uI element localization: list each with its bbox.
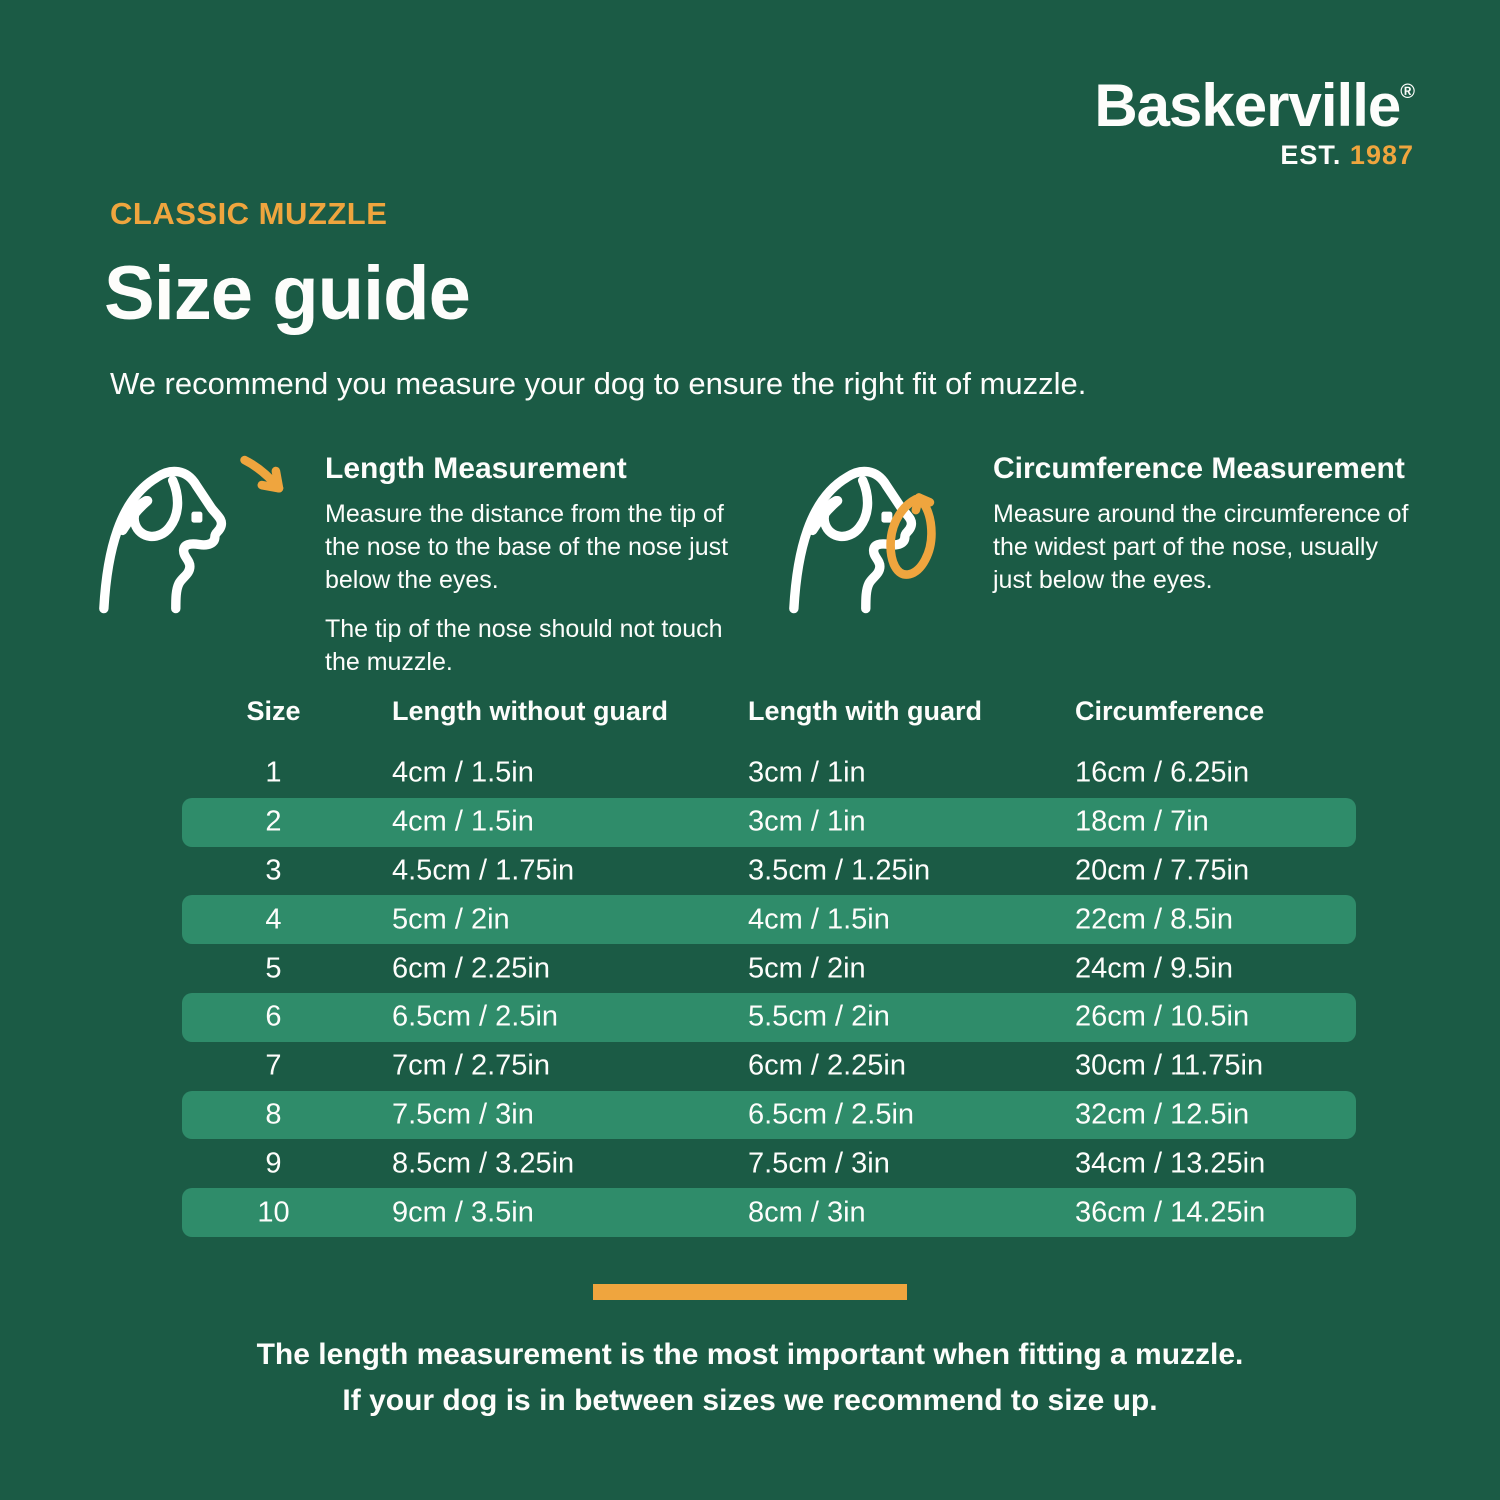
row-length-with-guard: 5.5cm / 2in	[748, 1000, 890, 1033]
table-row	[182, 847, 1356, 896]
page-title: Size guide	[104, 251, 470, 336]
footer-note-line1: The length measurement is the most important when fitting a muzzle.	[256, 1338, 1244, 1371]
row-circumference: 24cm / 9.5in	[1075, 952, 1233, 985]
product-name-eyebrow: CLASSIC MUZZLE	[110, 196, 388, 231]
page-subtitle: We recommend you measure your dog to ensure the right fit of muzzle.	[110, 366, 1087, 401]
row-length-without-guard: 7cm / 2.75in	[392, 1049, 550, 1082]
row-length-with-guard: 3.5cm / 1.25in	[748, 854, 931, 887]
length-measurement-note: The tip of the nose should not touch the muzzle.	[325, 615, 723, 676]
row-size: 8	[265, 1098, 282, 1131]
row-size: 6	[265, 1000, 282, 1033]
dog-head-circumference-loop-icon	[778, 446, 1013, 618]
brand-name-text: Baskerville	[1094, 72, 1401, 139]
row-circumference: 20cm / 7.75in	[1075, 854, 1250, 887]
row-length-without-guard: 6cm / 2.25in	[392, 952, 550, 985]
row-length-without-guard: 6.5cm / 2.5in	[392, 1000, 559, 1033]
length-measurement-section	[325, 452, 749, 695]
row-length-without-guard: 4.5cm / 1.75in	[392, 854, 575, 887]
table-row	[182, 1091, 1356, 1140]
row-length-with-guard: 7.5cm / 3in	[748, 1147, 890, 1180]
row-size: 3	[265, 854, 282, 887]
row-length-without-guard: 7.5cm / 3in	[392, 1098, 534, 1131]
column-header-size: Size	[246, 696, 301, 726]
column-header-circumference: Circumference	[1075, 696, 1265, 726]
row-circumference: 18cm / 7in	[1075, 805, 1209, 838]
accent-divider-bar	[593, 1284, 907, 1300]
row-length-without-guard: 5cm / 2in	[392, 903, 510, 936]
row-size: 7	[265, 1049, 282, 1082]
row-circumference: 16cm / 6.25in	[1075, 756, 1250, 789]
row-length-with-guard: 8cm / 3in	[748, 1196, 866, 1229]
est-label: EST.	[1280, 140, 1342, 170]
circumference-measurement-title: Circumference Measurement	[993, 452, 1405, 485]
row-circumference: 34cm / 13.25in	[1075, 1147, 1266, 1180]
length-measurement-title: Length Measurement	[325, 452, 627, 485]
brand-logo	[1094, 72, 1414, 170]
row-circumference: 22cm / 8.5in	[1075, 903, 1233, 936]
row-length-without-guard: 8.5cm / 3.25in	[392, 1147, 575, 1180]
table-row	[182, 944, 1356, 993]
row-circumference: 26cm / 10.5in	[1075, 1000, 1250, 1033]
row-length-with-guard: 6cm / 2.25in	[748, 1049, 906, 1082]
table-row	[182, 798, 1356, 847]
brand-name	[1094, 72, 1414, 139]
row-length-with-guard: 6.5cm / 2.5in	[748, 1098, 915, 1131]
registered-trademark-symbol: ®	[1400, 81, 1414, 103]
table-row	[182, 1042, 1356, 1091]
table-row	[182, 1188, 1356, 1237]
row-circumference: 32cm / 12.5in	[1075, 1098, 1250, 1131]
row-length-with-guard: 5cm / 2in	[748, 952, 866, 985]
size-table-rows	[182, 749, 1356, 1237]
row-size: 5	[265, 952, 282, 985]
row-length-without-guard: 4cm / 1.5in	[392, 805, 534, 838]
row-size: 10	[257, 1196, 290, 1229]
table-row	[182, 749, 1356, 798]
circumference-measurement-section	[993, 452, 1421, 613]
row-length-with-guard: 4cm / 1.5in	[748, 903, 890, 936]
table-row	[182, 895, 1356, 944]
column-header-length-with-guard: Length with guard	[748, 696, 982, 726]
row-circumference: 36cm / 14.25in	[1075, 1196, 1266, 1229]
table-row	[182, 1139, 1356, 1188]
est-year: 1987	[1349, 140, 1414, 170]
length-measurement-paragraph: Measure the distance from the tip of the nose to the base of the nose just below the eyes.	[325, 500, 729, 594]
row-length-with-guard: 3cm / 1in	[748, 756, 866, 789]
row-length-without-guard: 4cm / 1.5in	[392, 756, 534, 789]
table-row	[182, 993, 1356, 1042]
column-header-length-without-guard: Length without guard	[392, 696, 668, 726]
brand-established	[1094, 142, 1414, 169]
row-size: 1	[265, 756, 282, 789]
row-circumference: 30cm / 11.75in	[1075, 1049, 1264, 1082]
circumference-measurement-paragraph: Measure around the circumference of the widest part of the nose, usually just below the eyes.	[993, 500, 1409, 594]
row-size: 2	[265, 805, 282, 838]
dog-head-length-arrow-icon	[88, 446, 323, 618]
row-length-with-guard: 3cm / 1in	[748, 805, 866, 838]
row-size: 4	[265, 903, 282, 936]
footer-note-line2: If your dog is in between sizes we recommend to size up.	[342, 1384, 1158, 1417]
footer-note	[0, 1332, 1500, 1424]
row-length-without-guard: 9cm / 3.5in	[392, 1196, 534, 1229]
row-size: 9	[265, 1147, 282, 1180]
